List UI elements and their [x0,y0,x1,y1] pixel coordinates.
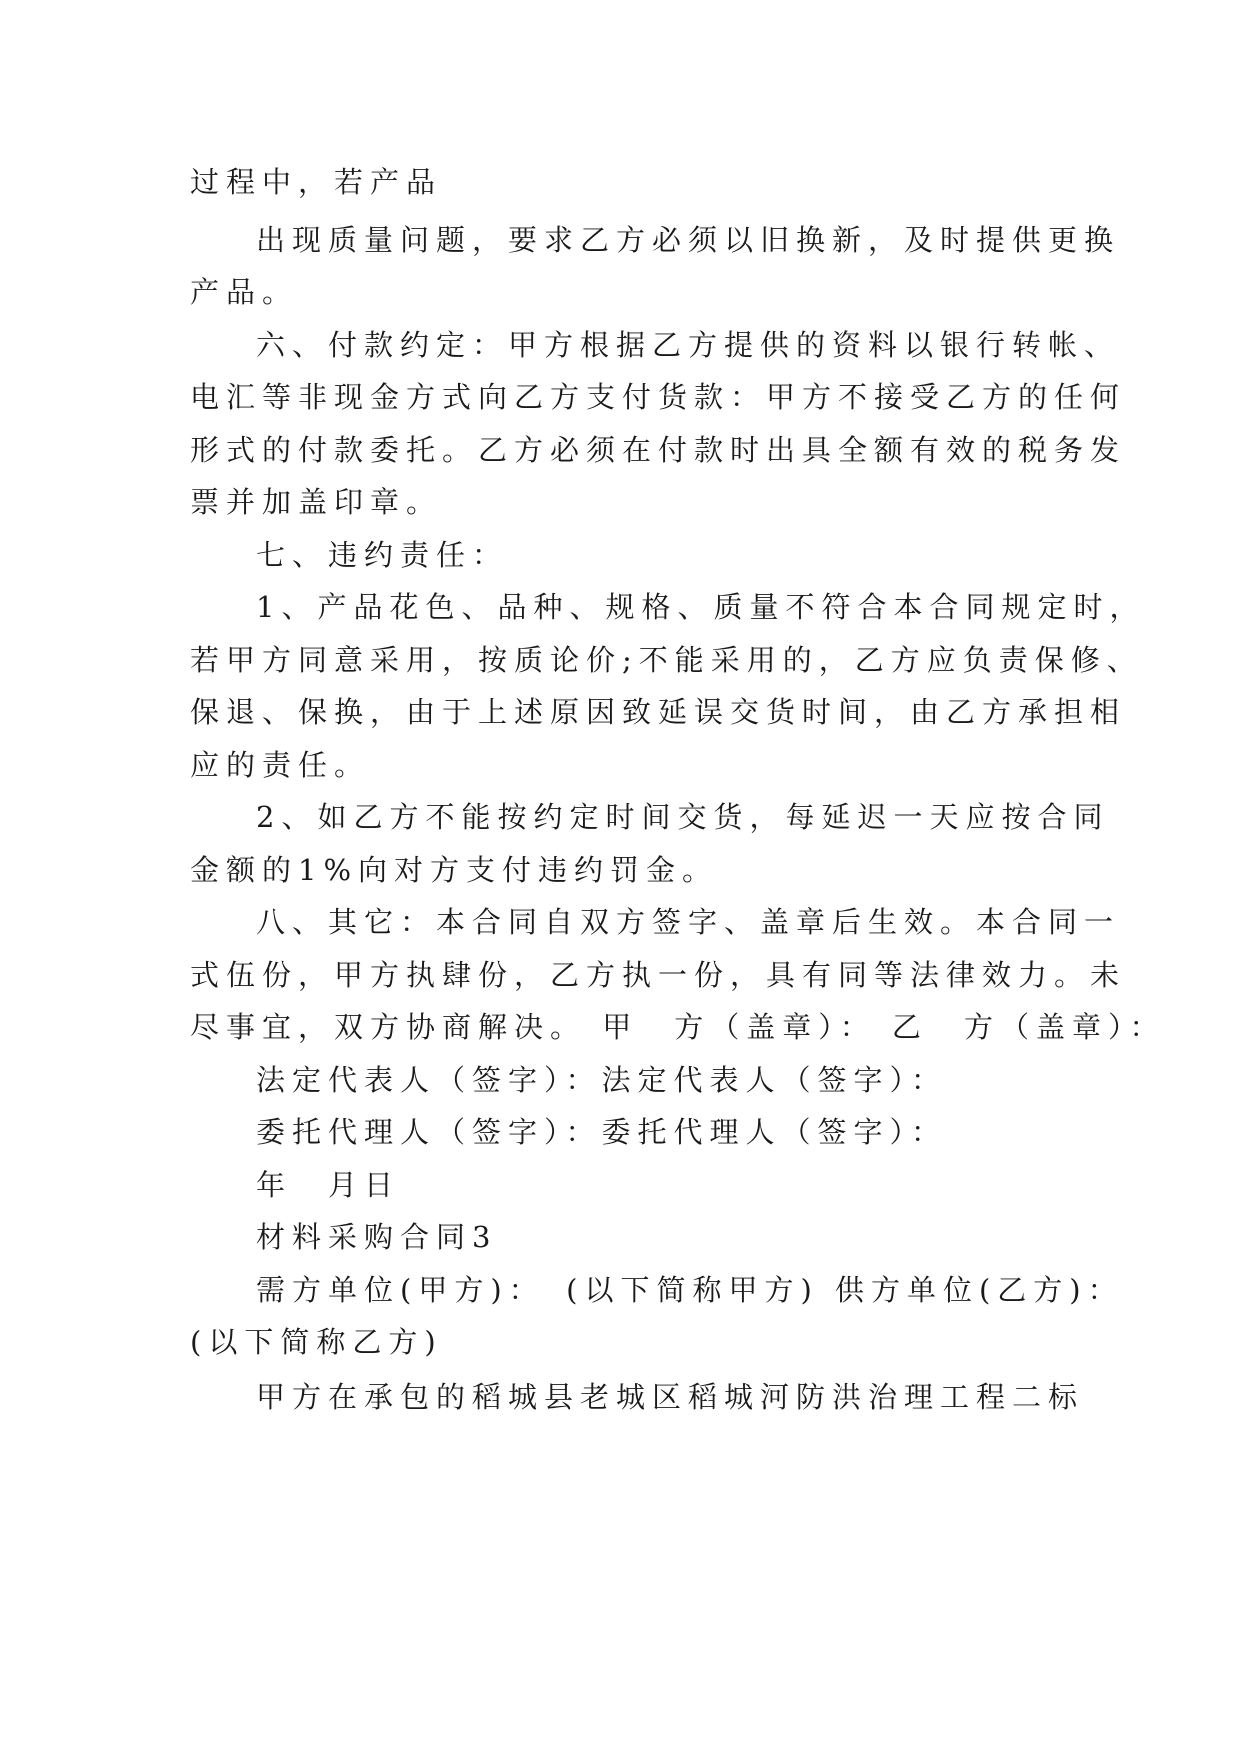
text-line: 若甲方同意采用，按质论价;不能采用的，乙方应负责保修、 [190,643,1143,677]
text-line: 出现质量问题，要求乙方必须以旧换新，及时提供更换 [256,223,1121,257]
text-line: 1、产品花色、品种、规格、质量不符合本合同规定时， [256,590,1146,624]
text-line: 保退、保换，由于上述原因致延误交货时间，由乙方承担相 [190,695,1127,729]
text-line: 法定代表人（签字）：法定代表人（签字）： [256,1063,948,1097]
text-line: 年 月日 [256,1168,401,1202]
text-line: 需方单位(甲方)： (以下简称甲方) 供方单位(乙方)： [256,1273,1124,1307]
text-line: (以下简称乙方) [190,1325,443,1359]
text-line: 金额的1%向对方支付违约罚金。 [190,853,719,887]
text-line: 委托代理人（签字）：委托代理人（签字）： [256,1115,948,1149]
text-line: 产品。 [190,275,299,309]
text-line: 八、其它：本合同自双方签字、盖章后生效。本合同一 [256,905,1121,939]
text-line: 形式的付款委托。乙方必须在付款时出具全额有效的税务发 [190,433,1127,467]
text-line: 应的责任。 [190,748,371,782]
text-line: 过程中，若产品 [190,165,443,199]
text-line: 材料采购合同3 [256,1220,498,1254]
text-line: 电汇等非现金方式向乙方支付货款：甲方不接受乙方的任何 [190,380,1127,414]
text-line: 票并加盖印章。 [190,485,443,519]
text-line: 2、如乙方不能按约定时间交货，每延迟一天应按合同 [256,800,1110,834]
text-line: 六、付款约定：甲方根据乙方提供的资料以银行转帐、 [256,328,1121,362]
text-line: 式伍份，甲方执肆份，乙方执一份，具有同等法律效力。未 [190,958,1127,992]
text-line: 甲方在承包的稻城县老城区稻城河防洪治理工程二标 [256,1380,1085,1414]
text-line: 尽事宜，双方协商解决。 甲 方（盖章）： 乙 方（盖章）： [190,1010,1166,1044]
text-line: 七、违约责任： [256,538,509,572]
